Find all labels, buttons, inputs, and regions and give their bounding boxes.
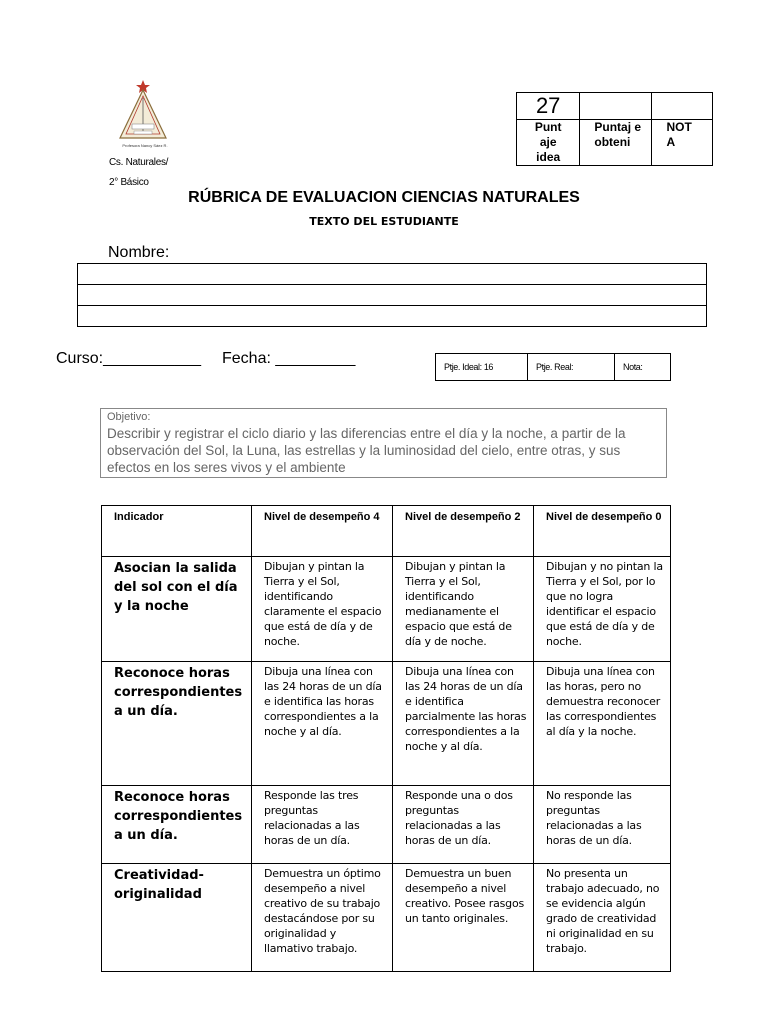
- rubric-row: [102, 786, 671, 864]
- rubric-header-row: [102, 506, 671, 557]
- objective-box: [100, 408, 667, 478]
- header-level-4: Nivel de desempeño 4: [252, 506, 393, 557]
- school-logo: [112, 76, 174, 152]
- grade-label: 2° Básico: [109, 177, 149, 188]
- ideal-score-value: 27: [517, 93, 580, 120]
- name-line[interactable]: [78, 306, 706, 326]
- real-points[interactable]: Ptje. Real:: [528, 354, 615, 381]
- points-summary: [435, 353, 671, 381]
- row-indicator: Creatividad-originalidad: [102, 864, 252, 972]
- curso-field[interactable]: Curso:___________: [56, 350, 202, 367]
- subject-label: Cs. Naturales/: [109, 157, 169, 168]
- name-line[interactable]: [78, 264, 706, 285]
- objective-label: Objetivo:: [107, 411, 151, 423]
- rubric-row: [102, 864, 671, 972]
- level-2-description: Dibujan y pintan la Tierra y el Sol, identificando medianamente el espacio que está de día y de noche.: [393, 557, 534, 662]
- level-4-description: Responde las tres preguntas relacionadas a las horas de un día.: [252, 786, 393, 864]
- level-0-description: No presenta un trabajo adecuado, no se evidencia algún grado de creatividad ni originalidad en su trabajo.: [534, 864, 671, 972]
- level-0-description: No responde las preguntas relacionadas a las horas de un día.: [534, 786, 671, 864]
- row-indicator: Reconoce horas correspondientes a un día.: [102, 786, 252, 864]
- level-2-description: Responde una o dos preguntas relacionadas a las horas de un día.: [393, 786, 534, 864]
- nombre-label: Nombre:: [108, 244, 170, 261]
- level-4-description: Dibuja una línea con las 24 horas de un día e identifica las horas correspondientes a la noche y al día.: [252, 662, 393, 786]
- nota-cell[interactable]: Nota:: [615, 354, 671, 381]
- header-level-0: Nivel de desempeño 0: [534, 506, 671, 557]
- level-2-description: Dibuja una línea con las 24 horas de un día e identifica parcialmente las horas correspondientes a la noche y al día.: [393, 662, 534, 786]
- objective-text: Describir y registrar el ciclo diario y las diferencias entre el día y la noche, a partir de la observación del Sol, la Luna, las estrellas y la luminosidad del cielo, entre otras, y sus efectos en los seres vivos y el ambiente: [107, 426, 626, 475]
- ideal-points: Ptje. Ideal: 16: [436, 354, 528, 381]
- level-4-description: Demuestra un óptimo desempeño a nivel creativo de su trabajo destacándose por su originalidad y llamativo trabajo.: [252, 864, 393, 972]
- row-indicator: Reconoce horas correspondientes a un día.: [102, 662, 252, 786]
- level-2-description: Demuestra un buen desempeño a nivel creativo. Posee rasgos un tanto originales.: [393, 864, 534, 972]
- fecha-field[interactable]: Fecha: _________: [222, 350, 356, 367]
- grade-value[interactable]: [652, 93, 713, 120]
- header-indicator: Indicador: [102, 506, 252, 557]
- obtained-score-label: Puntaj e obteni: [580, 120, 652, 166]
- obtained-score-value[interactable]: [580, 93, 652, 120]
- score-box: [516, 92, 713, 166]
- logo-caption: Profesora Nancy Sáez R.: [122, 143, 168, 148]
- rubric-row: [102, 662, 671, 786]
- rubric-table: [101, 505, 671, 972]
- name-input-area[interactable]: [77, 263, 707, 327]
- header-level-2: Nivel de desempeño 2: [393, 506, 534, 557]
- rubric-row: [102, 557, 671, 662]
- level-4-description: Dibujan y pintan la Tierra y el Sol, identificando claramente el espacio que está de día y de noche.: [252, 557, 393, 662]
- name-line[interactable]: [78, 285, 706, 306]
- grade-label-cell: NOT A: [652, 120, 713, 166]
- row-indicator: Asocian la salida del sol con el día y la noche: [102, 557, 252, 662]
- ideal-score-label: Punt aje idea: [517, 120, 580, 166]
- page-subtitle: TEXTO DEL ESTUDIANTE: [309, 215, 459, 228]
- level-0-description: Dibuja una línea con las horas, pero no demuestra reconocer las correspondientes al día y la noche.: [534, 662, 671, 786]
- level-0-description: Dibujan y no pintan la Tierra y el Sol, por lo que no logra identificar el espacio que está de día y de noche.: [534, 557, 671, 662]
- page-title: RÚBRICA DE EVALUACION CIENCIAS NATURALES: [188, 189, 580, 206]
